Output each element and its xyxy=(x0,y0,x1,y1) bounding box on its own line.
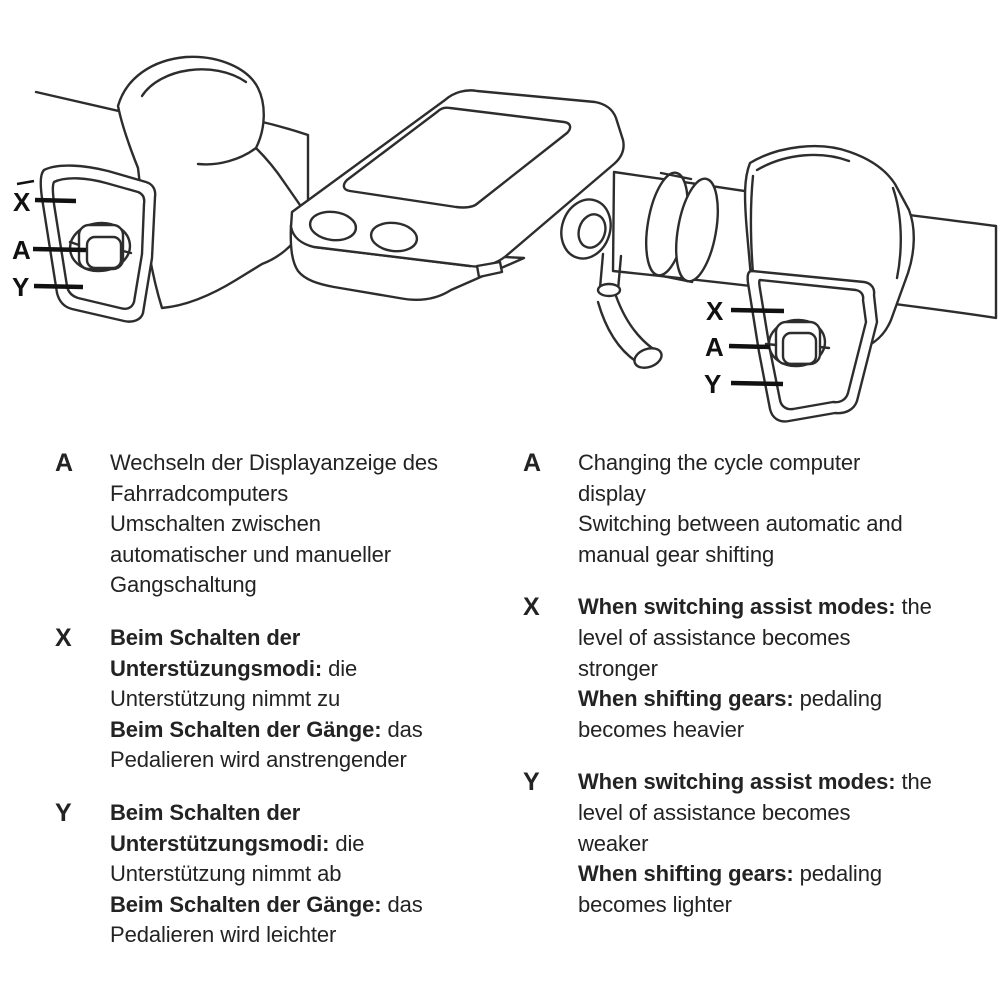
legend-entry-german-x xyxy=(55,623,500,776)
legend-text: Changing the cycle computer display Switching between automatic and manual gear shifting xyxy=(578,450,903,567)
label-left-x: X xyxy=(13,187,31,217)
legend-entry-german-a xyxy=(55,448,500,601)
label-right-y: Y xyxy=(704,369,722,399)
leader-left-y xyxy=(34,286,83,287)
computer-mount-tab xyxy=(477,262,502,277)
leader-right-x xyxy=(731,310,784,311)
legend-text: Beim Schalten der Unterstüzungsmodi: die Unterstützung nimmt zu Beim Schalten der Gänge: das Pedalieren wird anstrengender xyxy=(110,624,423,773)
legend-text: When switching assist modes: the level of assistance becomes weaker When shifting gears: pedaling becomes lighter xyxy=(578,769,932,917)
left-switch-a-button xyxy=(79,225,123,269)
mount-bracket-line2 xyxy=(616,296,652,348)
legend-key: A xyxy=(523,449,542,477)
legend-entry-english-a xyxy=(523,448,968,570)
right-switch-slot-right xyxy=(820,347,829,348)
legend-text: When switching assist modes: the level of assistance becomes stronger When shifting gears: pedaling becomes heavier xyxy=(578,594,932,742)
handlebar-switch-diagram xyxy=(0,0,1000,445)
leader-left-a xyxy=(33,249,86,250)
label-right-x: X xyxy=(706,296,724,326)
left-switch-drawing xyxy=(41,57,305,322)
legend-text: Beim Schalten der Unterstützungsmodi: die Unterstützung nimmt ab Beim Schalten der Gänge: das Pedalieren wird leichter xyxy=(110,799,423,948)
legend-entry-english-y xyxy=(523,767,968,920)
left-x-tick xyxy=(17,181,34,184)
legend-entry-english-x xyxy=(523,592,968,745)
right-switch-drawing xyxy=(745,146,914,421)
legend-key: X xyxy=(523,593,540,622)
label-right-a: A xyxy=(705,332,724,362)
handlebar-left-line xyxy=(36,92,132,114)
legend-key: Y xyxy=(55,798,72,827)
legend-entry-german-y xyxy=(55,798,500,951)
label-left-a: A xyxy=(12,235,31,265)
mount-pin-left xyxy=(600,254,603,288)
cycle-computer-drawing xyxy=(291,90,664,371)
label-left-y: Y xyxy=(12,272,30,302)
mount-bracket-line1 xyxy=(598,302,640,364)
legend-key: X xyxy=(55,623,72,652)
leader-left-x xyxy=(35,200,76,201)
leader-right-a xyxy=(729,346,770,347)
legend-key: Y xyxy=(523,768,540,797)
mount-bolt xyxy=(632,345,664,371)
legend-key: A xyxy=(55,449,74,477)
leader-right-y xyxy=(731,383,783,384)
legend-text: Wechseln der Displayanzeige des Fahrradcomputers Umschalten zwischen automatischer und manueller Gangschaltung xyxy=(110,450,438,598)
legend-column-german xyxy=(55,448,500,973)
legend-column-english xyxy=(523,448,968,942)
mount-pin-cap xyxy=(598,284,620,296)
